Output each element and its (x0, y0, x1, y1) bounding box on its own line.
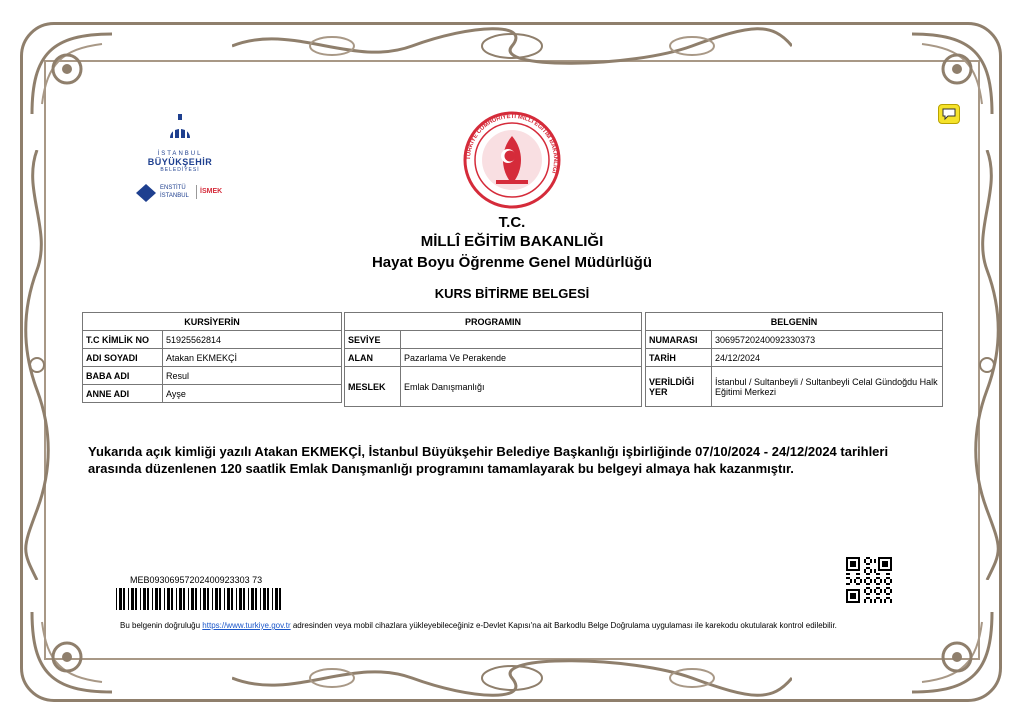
header-directorate: Hayat Boyu Öğrenme Genel Müdürlüğü (371, 254, 653, 271)
table-row (83, 385, 342, 403)
certificate-value: İstanbul / Sultanbeyli / Sultanbeyli Celal Gündoğdu Halk Eğitimi Merkezi (712, 367, 943, 407)
ibb-line3: BELEDİYESİ (160, 167, 200, 173)
trainee-label: BABA ADI (83, 367, 163, 385)
ornament-top-left (22, 24, 132, 134)
table-row (646, 349, 943, 367)
document-title: KURS BİTİRME BELGESİ (434, 286, 590, 301)
trainee-value: Resul (163, 367, 342, 385)
certificate-label: VERİLDİĞİ YER (646, 367, 712, 407)
trainee-value: 51925562814 (163, 331, 342, 349)
program-value: Emlak Danışmanlığı (401, 367, 642, 407)
certificate-table (645, 312, 943, 407)
table-row (345, 367, 642, 407)
certificate-value: 24/12/2024 (712, 349, 943, 367)
table-row (83, 349, 342, 367)
header-tc: T.C. (498, 214, 526, 231)
program-label: SEVİYE (345, 331, 401, 349)
program-table-head: PROGRAMIN (345, 313, 642, 331)
svg-text:TÜRKİYE CUMHURİYETİ MİLLÎ EĞİT: TÜRKİYE CUMHURİYETİ MİLLÎ EĞİTİM BAKANLIĞI (465, 113, 559, 174)
trainee-value: Ayşe (163, 385, 342, 403)
footer-text-after: adresinden veya mobil cihazlara yükleyebileceğiniz e-Devlet Kapısı'na ait Barkodlu Belge Doğrulama uygulaması ile karekodu okutularak kontrol edilebilir. (290, 621, 837, 630)
ibb-emblem-icon (165, 112, 195, 142)
comment-note-icon[interactable] (938, 104, 960, 124)
enstitu-emblem-icon (136, 184, 156, 202)
header-ministry: MİLLÎ EĞİTİM BAKANLIĞI (420, 233, 604, 250)
ibb-logo (140, 112, 220, 176)
program-label: MESLEK (345, 367, 401, 407)
barcode-number: MEB09306957202400923303 73 (130, 575, 263, 585)
certificate-label: TARİH (646, 349, 712, 367)
trainee-label: ADI SOYADI (83, 349, 163, 367)
certificate-statement: Yukarıda açık kimliği yazılı Atakan EKMEKÇİ, İstanbul Büyükşehir Belediye Başkanlığı işbirliğinde 07/10/2024 - 24/12/2024 tarihleri arasında düzenlenen 120 saatlik Emlak Danışmanlığı programını tamamlayarak bu belgeyi almaya hak kazanmıştır. (88, 444, 889, 476)
table-row (83, 331, 342, 349)
trainee-table-head: KURSİYERİN (83, 313, 342, 331)
certificate-label: NUMARASI (646, 331, 712, 349)
qr-code[interactable] (846, 557, 892, 603)
turkiye-gov-link[interactable]: https://www.turkiye.gov.tr (202, 621, 291, 630)
barcode (116, 588, 282, 610)
trainee-label: ANNE ADI (83, 385, 163, 403)
program-value (401, 331, 642, 349)
program-value: Pazarlama Ve Perakende (401, 349, 642, 367)
trainee-label: T.C KİMLİK NO (83, 331, 163, 349)
table-row (646, 331, 943, 349)
program-label: ALAN (345, 349, 401, 367)
meb-seal-logo (462, 110, 562, 210)
footer-text-before: Bu belgenin doğruluğu (120, 621, 203, 630)
trainee-value: Atakan EKMEKÇİ (163, 349, 342, 367)
enstitu-line1: ENSTİTÜ (160, 185, 186, 191)
table-row (345, 331, 642, 349)
enstitu-line2: İSTANBUL (160, 193, 189, 199)
certificate-table-head: BELGENİN (646, 313, 943, 331)
trainee-table (82, 312, 342, 403)
verification-footer (120, 621, 920, 630)
ornament-bottom-right (892, 592, 1002, 702)
ornament-top-center (232, 22, 792, 68)
table-row (83, 367, 342, 385)
table-row (646, 367, 943, 407)
program-table (344, 312, 642, 407)
ismek-label: İSMEK (200, 188, 223, 195)
enstitu-istanbul-ismek-logo (136, 182, 232, 204)
ornament-bottom-center (232, 656, 792, 702)
table-row (345, 349, 642, 367)
ibb-line2: BÜYÜKŞEHİR (147, 157, 213, 167)
ibb-line1: İSTANBUL (157, 151, 203, 157)
certificate-value: 30695720240092330373 (712, 331, 943, 349)
